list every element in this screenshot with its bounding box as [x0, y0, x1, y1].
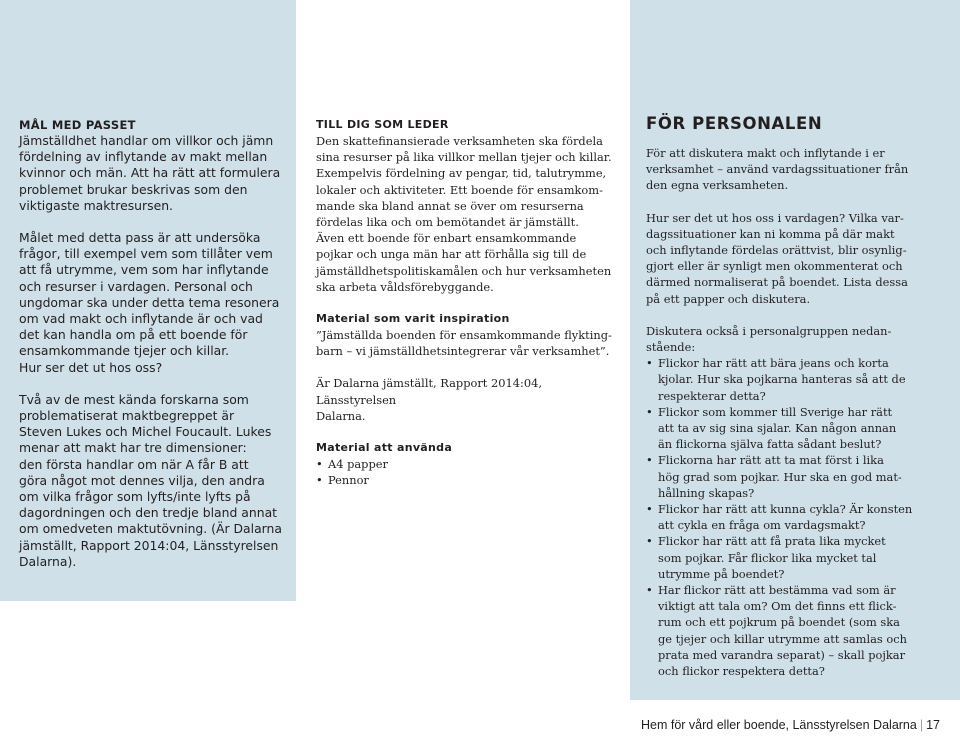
list-item: • Flickor som kommer till Sverige har rätt att ta av sig sina sjalar. Kan någon annan än flickorna själva fatta sådant beslut? [646, 404, 897, 452]
staff-paragraph-1: För att diskutera makt och inflytande i er verksamhet – använd vardagssituationer från den egna verksamheten. [646, 146, 909, 193]
leader-heading: TILL DIG SOM LEDER [316, 118, 449, 131]
staff-paragraph-3: Diskutera också i personalgruppen nedan- stående: [646, 323, 892, 355]
discussion-list [646, 355, 946, 679]
bullet-icon: • [646, 583, 653, 598]
list-item: • Flickor har rätt att få prata lika mycket som pojkar. Får flickor lika mycket tal utrymme på boendet? [646, 534, 886, 581]
list-item: • Pennor [316, 473, 369, 488]
bullet-icon: • [646, 534, 653, 549]
list-item: • Flickor har rätt att kunna cykla? Är konsten att cykla en fråga om vardagsmakt? [646, 502, 913, 533]
page-footer [641, 718, 940, 732]
bullet-icon: • [646, 502, 653, 517]
goal-paragraph-3: Två av de mest kända forskarna som problematiserat maktbegreppet är Steven Lukes och Michel Foucault. Lukes menar att makt har tre dimensioner: den första handlar om när A får B att göra något mot dennes vilja, den andra om vilka frågor som lyfts/inte lyfts på dagordningen och den tredje bland annat om omedveten maktutövning. (Är Dalarna jämställt, Rapport 2014:04, Länsstyrelsen Dalarna). [19, 391, 283, 569]
list-item: • Har flickor rätt att bestämma vad som är viktigt att tala om? Om det finns ett flick- rum och ett pojkrum på boendet (som ska ge tjejer och killar utrymme att samlas och prata med varandra separat) – skall pojkar och flickor respektera detta? [646, 583, 907, 679]
list-item: • A4 papper [316, 457, 388, 472]
inspiration-source-2: Är Dalarna jämställt, Rapport 2014:04, Länsstyrelsen Dalarna. [316, 376, 542, 423]
right-column [646, 113, 946, 679]
leader-paragraph: Den skattefinansierade verksamheten ska fördela sina resurser på lika villkor mellan tjejer och killar. Exempelvis fördelning av pengar, tid, talutrymme, lokaler och aktiviteter. Ett boende för ensamkom- mande ska bland annat se över om resurserna fördelas lika och om bemötandet är jämställt. Även ett boende för enbart ensamkommande pojkar och unga män har att förhålla sig till de jämställdhetspolitiskamålen och hur verksamheten ska arbeta våldsförebyggande. [316, 134, 612, 294]
inspiration-source-1: ”Jämställda boenden för ensamkommande flykting- barn – vi jämställdhetsintegrerar vår verksamhet”. [316, 328, 612, 359]
left-column [19, 117, 285, 570]
bullet-icon: • [646, 356, 653, 371]
list-item: • Flickorna har rätt att ta mat först i lika hög grad som pojkar. Hur ska en god mat- hållning skapas? [646, 453, 902, 500]
bullet-icon: • [646, 453, 653, 468]
goal-paragraph-2: Målet med detta pass är att undersöka frågor, till exempel vem som tillåter vem att få utrymme, vem som har inflytande och resurser i vardagen. Personal och ungdomar ska under detta tema resonera om vad makt och inflytande är och vad det kan handla om på ett boende för ensamkommande tjejer och killar. Hur ser det ut hos oss? [19, 230, 280, 375]
list-item: • Flickor har rätt att bära jeans och korta kjolar. Hur ska pojkarna hanteras så att de respekterar detta? [646, 356, 906, 403]
footer-separator: | [919, 718, 924, 732]
inspiration-heading: Material som varit inspiration [316, 312, 510, 326]
middle-column [316, 117, 616, 488]
page-number: 17 [926, 718, 940, 732]
goal-heading: MÅL MED PASSET [19, 118, 136, 132]
goal-paragraph-1: Jämställdhet handlar om villkor och jämn fördelning av inflytande av makt mellan kvinnor och män. Att ha rätt att formulera problemet brukar beskrivas som den viktigaste maktresursen. [19, 133, 281, 213]
footer-title: Hem för vård eller boende, Länsstyrelsen Dalarna [641, 718, 917, 732]
staff-heading: FÖR PERSONALEN [646, 114, 823, 133]
staff-paragraph-2: Hur ser det ut hos oss i vardagen? Vilka var- dagssituationer kan ni komma på där makt och inflytande fördelas orättvist, blir osynlig- gjort eller är synligt men okommenterat och därmed normaliserat på boendet. Lista dessa på ett papper och diskutera. [646, 210, 908, 306]
materials-heading: Material att använda [316, 441, 453, 455]
bullet-icon: • [316, 457, 323, 472]
bullet-icon: • [646, 404, 653, 419]
bullet-icon: • [316, 473, 323, 488]
materials-list [316, 456, 616, 488]
